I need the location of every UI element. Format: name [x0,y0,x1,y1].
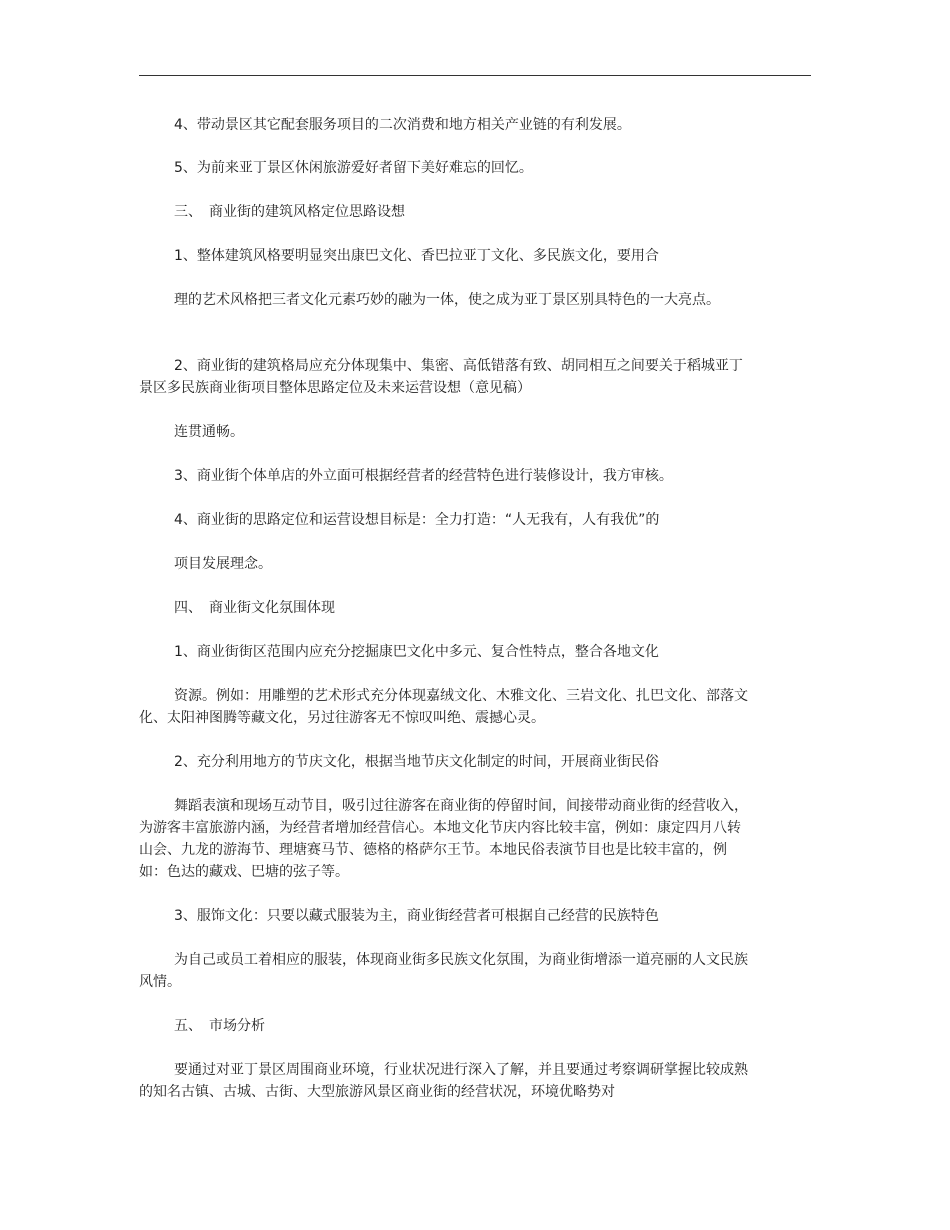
paragraph: 理的艺术风格把三者文化元素巧妙的融为一体，使之成为亚丁景区别具特色的一大亮点。 [174,292,720,308]
paragraph: 4、带动景区其它配套服务项目的二次消费和地方相关产业链的有利发展。 [174,117,631,133]
paragraph: 1、商业街街区范围内应充分挖掘康巴文化中多元、复合性特点，整合各地文化 [174,644,659,660]
paragraph: 2、充分利用地方的节庆文化，根据当地节庆文化制定的时间，开展商业街民俗 [174,754,659,770]
paragraph: 连贯通畅。 [174,424,244,440]
paragraph: 3、服饰文化：只要以藏式服装为主，商业街经营者可根据自己经营的民族特色 [174,908,659,924]
paragraph: 项目发展理念。 [174,556,272,572]
section-heading: 五、 市场分析 [174,1018,265,1034]
paragraph: 资源。例如：用雕塑的艺术形式充分体现嘉绒文化、木雅文化、三岩文化、扎巴文化、部落文化、太阳神图腾等藏文化，另过往游客无不惊叹叫绝、震撼心灵。 [139,688,748,726]
paragraph: 5、为前来亚丁景区休闲旅游爱好者留下美好难忘的回忆。 [174,160,533,176]
section-heading: 三、 商业街的建筑风格定位思路设想 [174,204,405,220]
header-divider [139,75,811,76]
paragraph: 4、商业街的思路定位和运营设想目标是：全力打造：“人无我有，人有我优”的 [174,512,660,528]
paragraph: 2、商业街的建筑格局应充分体现集中、集密、高低错落有致、胡同相互之间要关于稻城亚丁景区多民族商业街项目整体思路定位及未来运营设想（意见稿） [139,358,743,396]
paragraph: 1、整体建筑风格要明显突出康巴文化、香巴拉亚丁文化、多民族文化，要用合 [174,248,659,264]
paragraph: 3、商业街个体单店的外立面可根据经营者的经营特色进行装修设计，我方审核。 [174,468,673,484]
paragraph: 要通过对亚丁景区周围商业环境，行业状况进行深入了解，并且要通过考察调研掌握比较成熟的知名古镇、古城、古街、大型旅游风景区商业街的经营状况，环境优略势对 [139,1062,748,1100]
paragraph: 舞蹈表演和现场互动节目，吸引过往游客在商业街的停留时间，间接带动商业街的经营收入，为游客丰富旅游内涵，为经营者增加经营信心。本地文化节庆内容比较丰富，例如：康定四月八转山会、九龙的游海节、理塘赛马节、德格的格萨尔王节。本地民俗表演节目也是比较丰富的，例如：色达的藏戏、巴塘的弦子等。 [139,798,748,880]
paragraph: 为自己或员工着相应的服装，体现商业街多民族文化氛围，为商业街增添一道亮丽的人文民族风情。 [139,952,748,990]
section-heading: 四、 商业街文化氛围体现 [174,600,335,616]
